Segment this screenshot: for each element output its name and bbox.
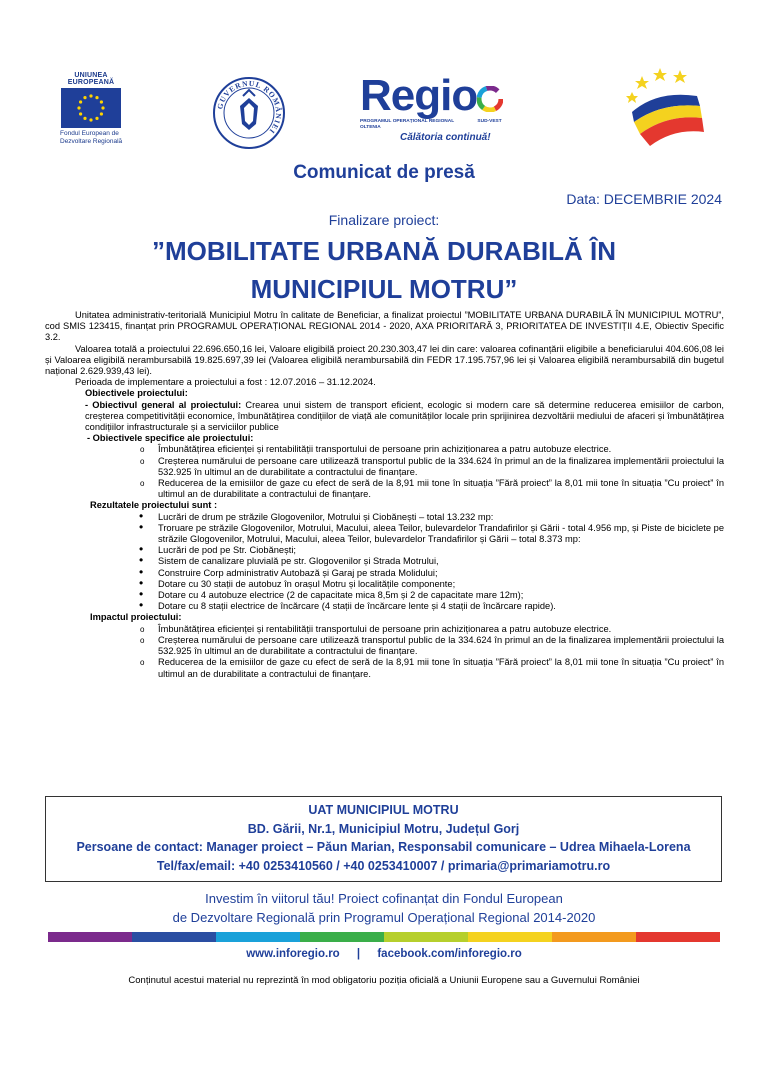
contact-org: UAT MUNICIPIUL MOTRU — [308, 803, 459, 817]
list-item: • Troruare pe străzile Glogovenilor, Motrului, Macului, aleea Teilor, bulevardelor Trandafirilor și Gării - total 4.956 mp, și Piste de biciclete pe străzile Glogovenilor, Motrului, Macului, aleea Teilor, bulevardelor Trandafirilor și Gării – total 8.373 mp: — [45, 523, 724, 545]
footer-links — [0, 948, 768, 960]
regio-logo — [360, 71, 510, 144]
regio-sub-2: SUD-VEST OLTENIA — [360, 119, 502, 130]
regio-sub-1: PROGRAMUL OPERAȚIONAL REGIONAL — [360, 119, 455, 124]
results-heading: Rezultatele proiectului sunt : — [90, 500, 218, 511]
list-item: o Îmbunătățirea eficienței și rentabilității transportului de persoane prin achiziționarea a patru autobuze electrice. — [45, 624, 724, 635]
regio-color-wheel-icon — [477, 86, 503, 112]
results-list — [45, 512, 724, 613]
website-link[interactable]: www.inforegio.ro — [246, 948, 340, 960]
facebook-link[interactable]: facebook.com/inforegio.ro — [377, 948, 522, 960]
list-item: o Reducerea de la emisiilor de gaze cu efect de seră de la 8,91 mii tone în situația ”Fără proiect” la 8,01 mii tone în situația ”Cu proiect” în ultimul an de durabilitate a contractului de finanțare. — [45, 657, 724, 679]
invest-line-1: Investim în viitorul tău! Proiect cofinanțat din Fondul European — [205, 891, 563, 906]
eu-caption-bottom-2: Dezvoltare Regională — [60, 138, 123, 145]
list-item: o Îmbunătățirea eficienței și rentabilității transportului de persoane prin achiziționarea a patru autobuze electrice. — [45, 444, 724, 455]
paragraph-period: Perioada de implementare a proiectului a fost : 12.07.2016 – 31.12.2024. — [75, 377, 376, 388]
rainbow-bar — [48, 932, 720, 942]
contact-phone-email: Tel/fax/email: +40 0253410560 / +40 0253410007 / primaria@primariamotru.ro — [156, 858, 611, 873]
regio-word: Regio — [360, 71, 478, 120]
romania-flag-stars-icon — [622, 62, 712, 152]
list-item: o Creșterea numărului de persoane care utilizează transportul public de la 334.624 în primul an de la finalizarea implementării proiectului la 532.925 în ultimul an de durabilitate a contractului de finanțare. — [45, 635, 724, 657]
date-line: Data: DECEMBRIE 2024 — [566, 191, 722, 207]
eu-flag-icon — [61, 88, 121, 128]
government-seal-icon — [212, 76, 286, 150]
list-item: • Construire Corp administrativ Autobază și Garaj pe strada Molidului; — [45, 568, 724, 579]
list-item: o Reducerea de la emisiilor de gaze cu efect de seră de la 8,91 mii tone în situația ”Fără proiect” la 8,01 mii tone în situația ”Cu proiect” în ultimul an de durabilitate a contractului de finanțare. — [45, 478, 724, 500]
list-item: • Lucrări de drum pe străzile Glogovenilor, Motrului și Ciobănești – total 13.232 mp: — [45, 512, 724, 523]
contact-persons: Persoane de contact: Manager proiect – Păun Marian, Responsabil comunicare – Udrea Mihaela-Lorena — [76, 840, 691, 854]
eu-caption-bottom-1: Fondul European de — [60, 130, 119, 137]
page-title: Comunicat de presă — [293, 162, 475, 183]
contact-address: BD. Gării, Nr.1, Municipiul Motru, Județul Gorj — [247, 821, 520, 836]
invest-line-2: de Dezvoltare Regională prin Programul Operațional Regional 2014-2020 — [172, 910, 596, 925]
subtitle: Finalizare proiect: — [328, 212, 440, 228]
press-release-body — [45, 310, 724, 680]
list-item: • Dotare cu 30 stații de autobuz în orașul Motru și localitățile componente; — [45, 579, 724, 590]
impact-list — [45, 624, 724, 680]
specific-objectives-heading: - Obiectivele specifice ale proiectului: — [87, 433, 254, 444]
paragraph-intro: Unitatea administrativ-teritorială Municipiul Motru în calitate de Beneficiar, a finalizat proiectul ”MOBILITATE URBANA DURABILĂ ÎN MUNICIPIUL MOTRU”, cod SMIS 123415, finanțat prin PROGRAMUL OPERAȚIONAL REGIONAL 2014 - 2020, AXA PRIORITARĂ 3, PRIORITATEA DE INVESTIȚII 4.E, Obiectiv Specific 3.2. — [45, 310, 724, 343]
list-item: • Dotare cu 8 stații electrice de încărcare (4 stații de încărcare lente și 4 stații de încărcare rapide). — [45, 601, 724, 612]
list-item: • Lucrări de pod pe Str. Ciobănești; — [45, 545, 724, 556]
gov-arc-text: GUVERNUL ROMÂNIEI — [215, 78, 284, 137]
impact-heading: Impactul proiectului: — [90, 612, 182, 623]
disclaimer: Conținutul acestui material nu reprezintă în mod obligatoriu poziția oficială a Uniunii Europene sau a Guvernului României — [128, 975, 640, 986]
link-separator: | — [356, 948, 361, 960]
general-objective-label: - Obiectivul general al proiectului: — [85, 399, 242, 410]
invest-statement — [0, 889, 768, 927]
eu-logo — [52, 72, 130, 146]
project-title — [0, 232, 768, 308]
list-item: o Creșterea numărului de persoane care utilizează transportul public de la 334.624 în primul an de la finalizarea implementării proiectului la 532.925 în ultimul an de durabilitate a contractului de finanțare. — [45, 456, 724, 478]
regio-slogan: Călătoria continuă! — [400, 132, 491, 143]
general-objective — [45, 400, 724, 434]
project-title-line-2: MUNICIPIUL MOTRU” — [250, 274, 518, 304]
list-item: • Sistem de canalizare pluvială pe str. Glogovenilor și Strada Motrului, — [45, 556, 724, 567]
project-title-line-1: ”MOBILITATE URBANĂ DURABILĂ ÎN — [151, 236, 617, 266]
header-logos — [0, 62, 768, 157]
contact-box — [45, 796, 722, 882]
objectives-heading: Obiectivele proiectului: — [85, 388, 188, 399]
specific-objectives-list — [45, 444, 724, 500]
paragraph-values: Valoarea totală a proiectului 22.696.650,16 lei, Valoare eligibilă proiect 20.230.303,47 lei din care: valoarea cofinanțării eligibile a beneficiarului 404.606,08 lei și Valoarea eligibilă nerambursabilă 19.825.697,39 lei (Valoarea eligibilă nerambursabilă din FEDR 17.195.757,96 lei și Valoarea eligibilă nerambursabilă din bugetul național 2.629.939,43 lei). — [45, 343, 724, 377]
general-objective-text: Crearea unui sistem de transport eficient, ecologic si modern care să determine reducerea emisiilor de carbon, creșterea competitivității economice, îmbunătățirea condițiilor de viață ale comunităților locale prin sprijinirea dezvoltării mediului de afaceri și îmbunătățirea condițiilor infrastructurale și a serviciilor publice — [85, 399, 724, 433]
eu-caption-top: UNIUNEA EUROPEANĂ — [67, 72, 115, 86]
list-item: • Dotare cu 4 autobuze electrice (2 de capacitate mica 8,5m și 2 de capacitate mare 12m); — [45, 590, 724, 601]
